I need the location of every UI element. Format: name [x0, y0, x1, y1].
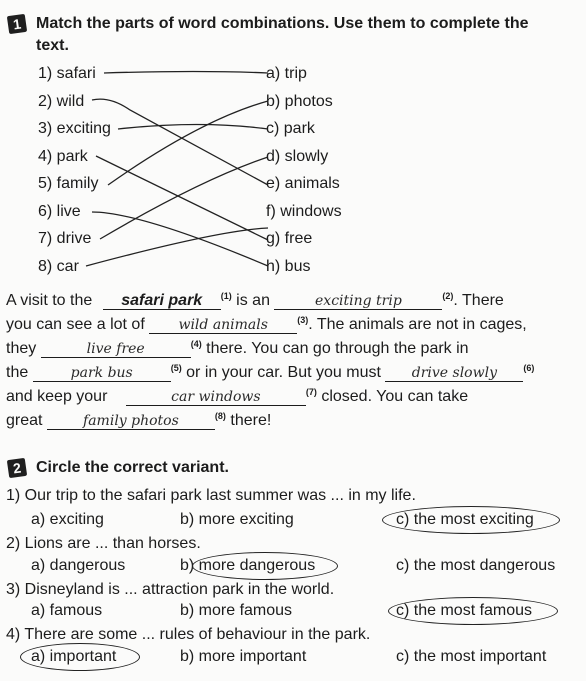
option-1c[interactable]: c) the most exciting: [396, 511, 534, 528]
option-1b[interactable]: b) more exciting: [180, 511, 294, 528]
text-segment: you can see a lot of: [6, 316, 145, 333]
left-item-4: 4) park: [38, 148, 88, 165]
answer-blank-8[interactable]: family photos: [47, 413, 215, 430]
option-1a[interactable]: a) exciting: [31, 511, 104, 528]
question-1: 1) Our trip to the safari park last summer was ... in my life.: [6, 487, 416, 504]
question-4: 4) There are some ... rules of behaviour in the park.: [6, 626, 371, 643]
text-line-5: [6, 387, 468, 408]
text-segment: . The animals are not in cages,: [308, 316, 527, 333]
blank-marker-4: (4): [190, 339, 202, 349]
text-segment: closed. You can take: [321, 388, 469, 405]
answer-blank-5[interactable]: park bus: [33, 365, 171, 382]
right-item-f: f) windows: [266, 203, 342, 220]
text-line-2: [6, 315, 527, 336]
option-4a[interactable]: a) important: [31, 648, 117, 665]
left-item-6: 6) live: [38, 203, 81, 220]
blank-marker-8: (8): [214, 411, 226, 421]
answer-circle: [382, 506, 560, 534]
text-segment: or in your car. But you must: [186, 364, 381, 381]
blank-marker-3: (3): [297, 315, 309, 325]
text-segment: great: [6, 412, 43, 429]
exercise-1-instruction: Match the parts of word combinations. Use them to complete the: [36, 15, 529, 32]
left-item-5: 5) family: [38, 175, 99, 192]
answer-circle: [192, 552, 338, 580]
text-line-1: [6, 291, 504, 312]
right-item-a: a) trip: [266, 65, 307, 82]
answer-circle: [388, 597, 558, 625]
left-item-8: 8) car: [38, 258, 79, 275]
text-line-6: [6, 411, 271, 432]
blank-marker-2: (2): [442, 291, 454, 301]
blank-marker-5: (5): [170, 363, 182, 373]
question-2: 2) Lions are ... than horses.: [6, 535, 201, 552]
text-segment: the: [6, 364, 29, 381]
text-segment: they: [6, 340, 37, 357]
left-item-3: 3) exciting: [38, 120, 111, 137]
text-segment: and keep your: [6, 388, 108, 405]
right-item-c: c) park: [266, 120, 315, 137]
question-3: 3) Disneyland is ... attraction park in the world.: [6, 581, 335, 598]
text-segment: there. You can go through the park in: [206, 340, 469, 357]
text-line-4: [6, 363, 534, 384]
text-line-3: [6, 339, 469, 360]
exercise-number-badge: 1: [7, 14, 27, 34]
text-segment: A visit to the: [6, 292, 93, 309]
option-4c[interactable]: c) the most important: [396, 648, 547, 665]
option-4b[interactable]: b) more important: [180, 648, 307, 665]
option-3b[interactable]: b) more famous: [180, 602, 293, 619]
answer-blank-6[interactable]: drive slowly: [385, 365, 523, 382]
answer-blank-4[interactable]: live free: [41, 341, 191, 358]
left-item-2: 2) wild: [38, 93, 85, 110]
text-segment: there!: [230, 412, 272, 429]
answer-blank-7[interactable]: car windows: [126, 389, 306, 406]
option-2b[interactable]: b) more dangerous: [180, 557, 316, 574]
exercise-1-instruction-cont: text.: [36, 37, 69, 54]
blank-marker-6: (6): [523, 363, 535, 373]
left-item-7: 7) drive: [38, 230, 92, 247]
exercise-number-badge: 2: [7, 458, 27, 478]
option-2c[interactable]: c) the most dangerous: [396, 557, 556, 574]
right-item-e: e) animals: [266, 175, 340, 192]
left-item-1: 1) safari: [38, 65, 96, 82]
option-3a[interactable]: a) famous: [31, 602, 103, 619]
text-segment: . There: [453, 292, 504, 309]
blank-marker-1: (1): [220, 291, 232, 301]
exercise-2-instruction: Circle the correct variant.: [36, 459, 229, 476]
blank-marker-7: (7): [305, 387, 317, 397]
answer-blank-1[interactable]: safari park: [103, 293, 221, 310]
text-segment: is an: [236, 292, 270, 309]
answer-blank-2[interactable]: exciting trip: [274, 293, 442, 310]
right-item-g: g) free: [266, 230, 313, 247]
right-item-h: h) bus: [266, 258, 311, 275]
right-item-b: b) photos: [266, 93, 333, 110]
option-2a[interactable]: a) dangerous: [31, 557, 126, 574]
right-item-d: d) slowly: [266, 148, 329, 165]
answer-blank-3[interactable]: wild animals: [149, 317, 297, 334]
option-3c[interactable]: c) the most famous: [396, 602, 533, 619]
answer-circle: [20, 643, 140, 671]
